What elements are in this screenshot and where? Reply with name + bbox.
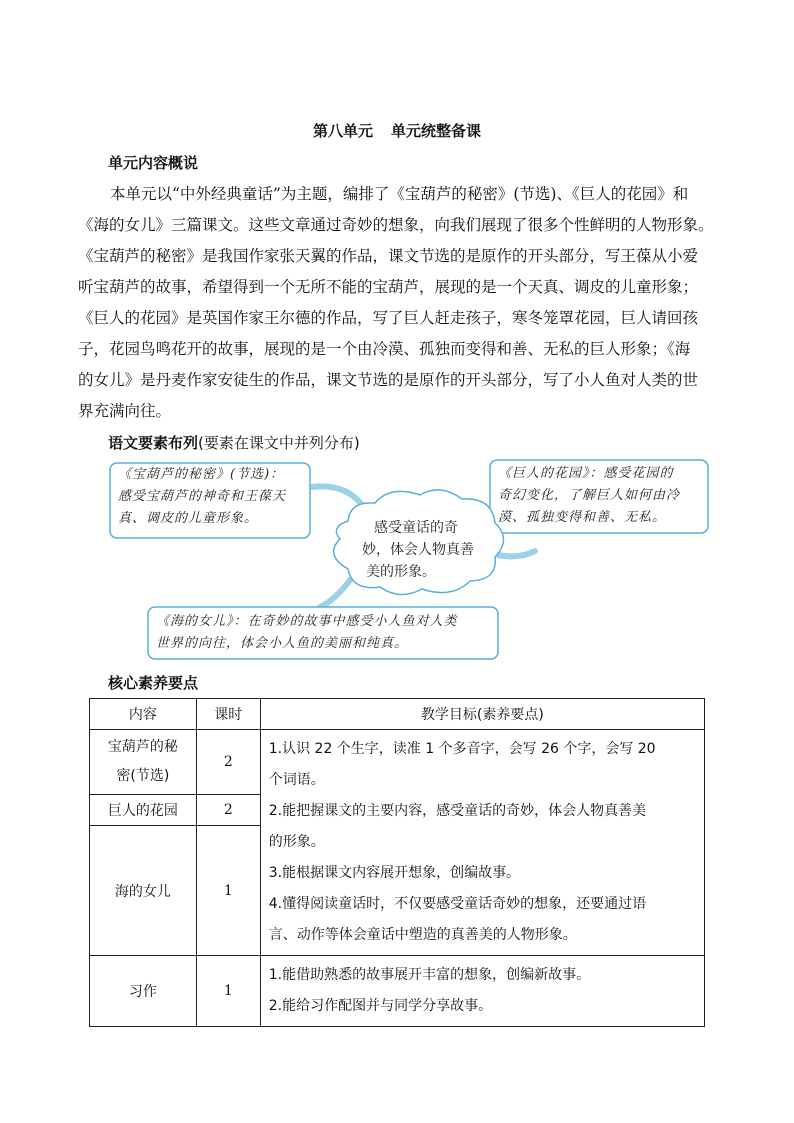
overview-line: 界充满向往。: [78, 402, 172, 420]
goals-reading: [260, 730, 704, 956]
box-left-line: 感受宝葫芦的神奇和王葆天: [118, 489, 287, 504]
overview-heading: 单元内容概说: [108, 154, 199, 172]
header-hours: 课时: [196, 699, 260, 730]
row-content-line: 密(节选): [116, 767, 170, 784]
goal-line: 1.能借助熟悉的故事展开丰富的想象，创编新故事。: [268, 967, 591, 983]
table-row: [90, 956, 705, 1027]
overview-line: 子，花园鸟鸣花开的故事，展现的是一个由冷漠、孤独而变得和善、无私的巨人形象；《海: [78, 340, 691, 358]
box-left-line: 真、调皮的儿童形象。: [118, 511, 259, 526]
goal-line: 4.懂得阅读童话时，不仅要感受童话奇妙的想象，还要通过语: [268, 896, 647, 912]
table-row: [90, 730, 705, 795]
connector-bottom: [320, 580, 350, 607]
box-right-line: 奇幻变化，了解巨人如何由冷: [498, 488, 681, 503]
box-left-line: 《宝葫芦的秘密》(节选)：: [118, 467, 285, 482]
goal-line: 2.能给习作配图并与同学分享故事。: [268, 998, 493, 1014]
row-content: 海的女儿: [90, 826, 197, 956]
row-content: [90, 730, 197, 795]
header-content: 内容: [90, 699, 197, 730]
goal-line: 2.能把握课文的主要内容，感受童话的奇妙，体会人物真善美: [268, 803, 647, 819]
overview-line: 听宝葫芦的故事，希望得到一个无所不能的宝葫芦，展现的是一个天真、调皮的儿童形象；: [78, 278, 699, 296]
box-bottom-line: 《海的女儿》：在奇妙的故事中感受小人鱼对人类: [156, 614, 458, 629]
row-hours: 2: [196, 794, 260, 825]
row-hours: 1: [196, 956, 260, 1027]
row-content: 习作: [90, 956, 197, 1027]
row-hours: 1: [196, 826, 260, 956]
goal-line: 1.认识 22 个生字，读准 1 个多音字，会写 26 个字，会写 20: [268, 741, 656, 757]
elements-heading-note: (要素在课文中并列分布): [198, 434, 360, 452]
elements-heading-main: 语文要素布列: [108, 434, 199, 452]
cloud-line: 美的形象。: [366, 564, 436, 580]
overview-line: 本单元以“中外经典童话”为主题，编排了《宝葫芦的秘密》(节选)、《巨人的花园》和: [110, 185, 689, 203]
box-right-text: [498, 463, 680, 529]
unit-number: 第八单元: [312, 122, 373, 140]
unit-subtitle: 单元统整备课: [391, 122, 482, 140]
goal-line: 的形象。: [268, 834, 325, 850]
table-header-row: [90, 699, 705, 730]
cloud-line: 妙，体会人物真善: [362, 542, 474, 558]
row-hours: 2: [196, 730, 260, 795]
core-heading: 核心素养要点: [108, 674, 199, 692]
goals-writing: [260, 956, 704, 1027]
row-content-line: 宝葫芦的秘: [107, 738, 178, 755]
goal-line: 言、动作等体会童话中塑造的真善美的人物形象。: [268, 927, 577, 943]
connector-left: [312, 486, 362, 505]
box-right-line: 《巨人的花园》：感受花园的: [498, 466, 674, 481]
overview-line: 《海的女儿》三篇课文。这些文章通过奇妙的想象，向我们展现了很多个性鲜明的人物形象。: [78, 216, 714, 234]
connector-right: [498, 551, 535, 556]
overview-line: 《宝葫芦的秘密》是我国作家张天翼的作品，课文节选的是原作的开头部分，写王葆从小爱: [78, 247, 699, 265]
overview-line: 的女儿》是丹麦作家安徒生的作品，课文节选的是原作的开头部分，写了小人鱼对人类的世: [78, 371, 699, 389]
overview-line: 《巨人的花园》是英国作家王尔德的作品，写了巨人赶走孩子，寒冬笼罩花园，巨人请回孩: [78, 309, 699, 327]
page-title: [0, 120, 794, 141]
cloud-text: [362, 517, 474, 583]
box-right-line: 漠、孤独变得和善、无私。: [498, 510, 667, 525]
header-goals: 教学目标(素养要点): [260, 699, 704, 730]
elements-diagram: [100, 455, 720, 670]
core-table: [89, 698, 705, 1027]
goal-line: 个词语。: [268, 772, 325, 788]
elements-heading: [108, 432, 360, 453]
box-bottom-text: [156, 611, 458, 655]
goal-line: 3.能根据课文内容展开想象，创编故事。: [268, 865, 521, 881]
row-content: 巨人的花园: [90, 794, 197, 825]
box-left-text: [118, 464, 286, 530]
box-bottom-line: 世界的向往，体会小人鱼的美丽和纯真。: [156, 636, 409, 651]
cloud-line: 感受童话的奇: [374, 520, 458, 536]
